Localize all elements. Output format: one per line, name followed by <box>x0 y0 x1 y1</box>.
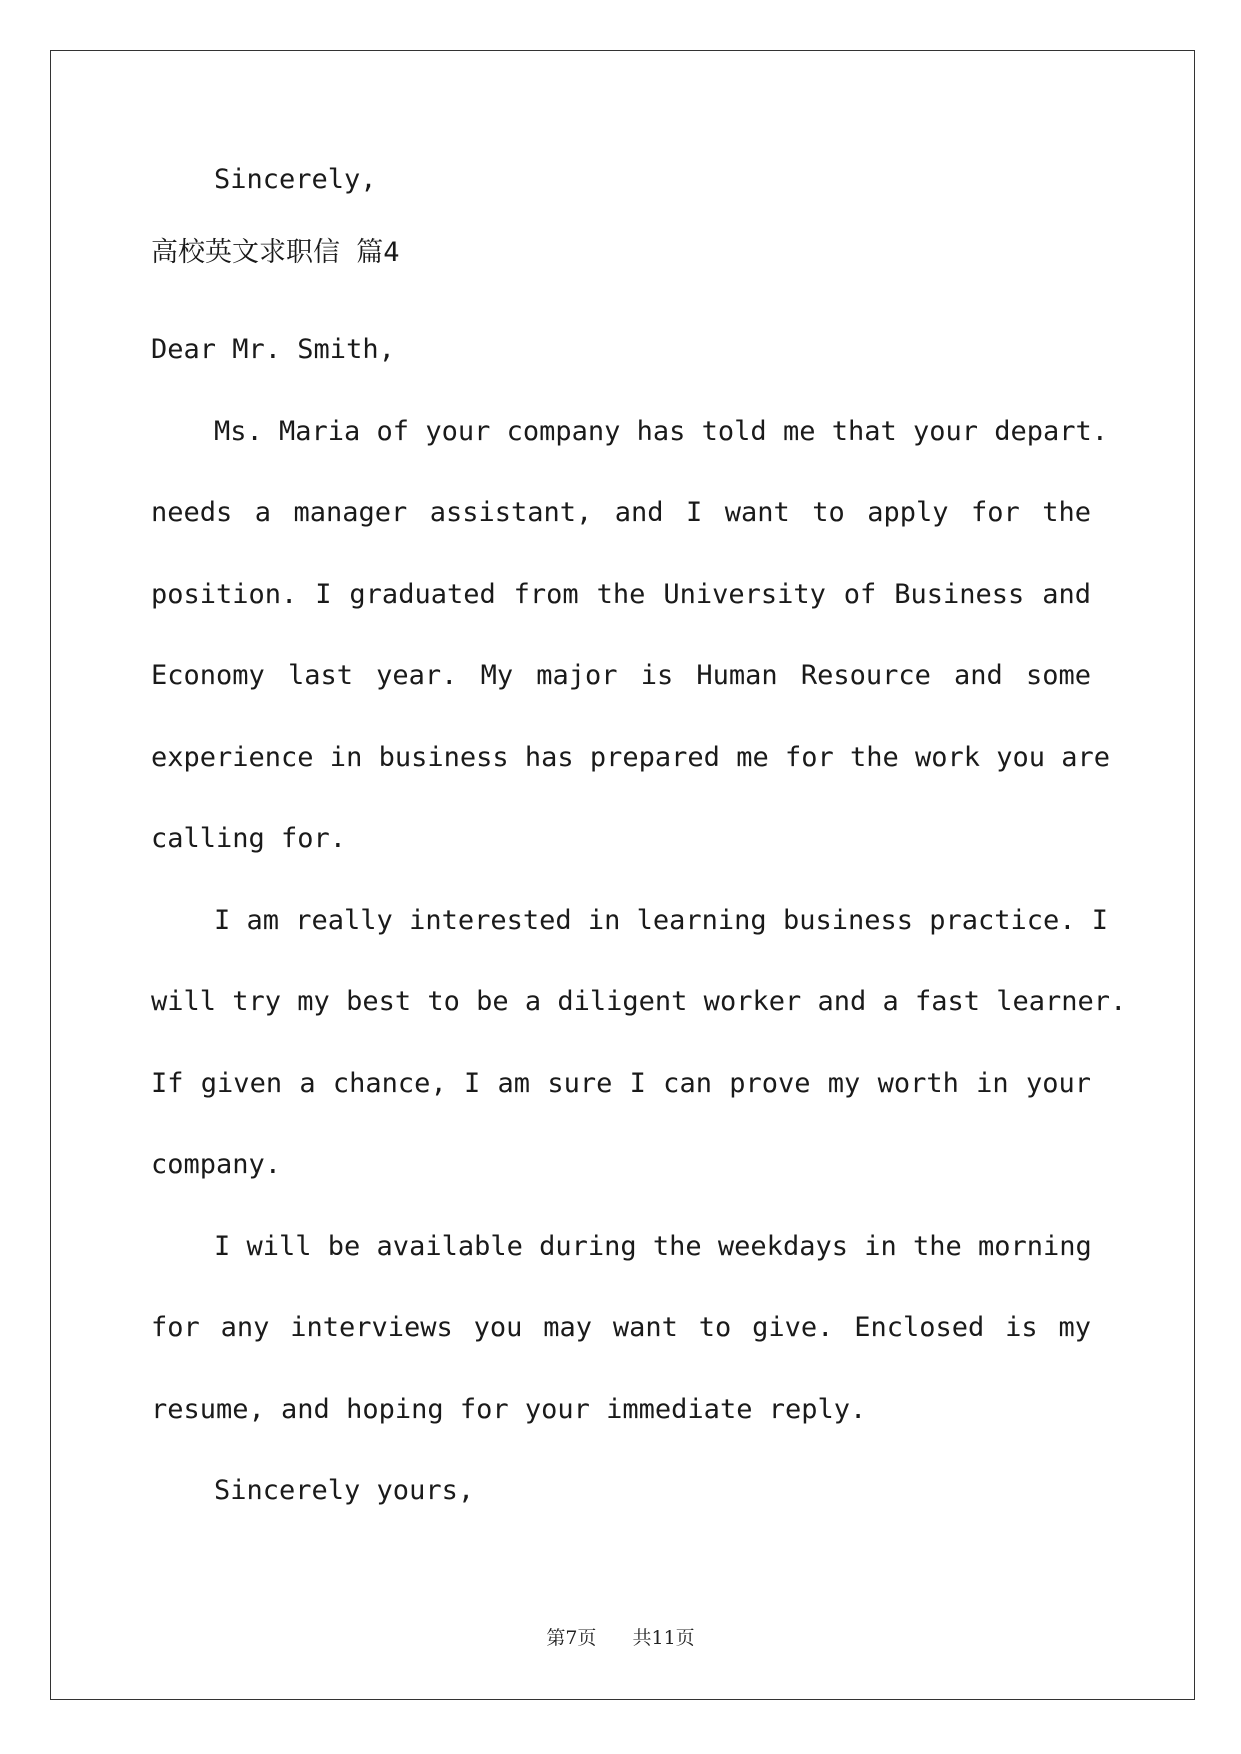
section-heading: 高校英文求职信 篇4 <box>151 237 400 268</box>
paragraph-line: I will be available during the weekdays in the morning <box>214 1230 1092 1262</box>
paragraph-line: will try my best to be a diligent worker and a fast learner. <box>151 986 1127 1017</box>
page-total: 共11页 <box>632 1627 695 1649</box>
paragraph-line: position. I graduated from the University of Business and <box>151 578 1091 610</box>
paragraph-line: If given a chance, I am sure I can prove my worth in your <box>151 1067 1091 1099</box>
paragraph-line: calling for. <box>151 823 347 854</box>
document-body <box>151 160 1127 1553</box>
page-number: 第7页 <box>546 1627 597 1649</box>
paragraph-line: for any interviews you may want to give. Enclosed is my <box>151 1312 1091 1343</box>
paragraph-line: I am really interested in learning business practice. I <box>214 904 1109 936</box>
paragraph-line: company. <box>151 1149 282 1180</box>
paragraph-1 <box>151 412 1111 901</box>
letter-closing: Sincerely yours, <box>214 1475 475 1506</box>
salutation: Dear Mr. Smith, <box>151 334 395 365</box>
paragraph-line: Ms. Maria of your company has told me that your depart. <box>214 415 1109 447</box>
paragraph-3 <box>151 1227 1091 1472</box>
previous-letter-closing: Sincerely, <box>214 164 377 195</box>
paragraph-2 <box>151 901 1127 1227</box>
paragraph-line: experience in business has prepared me for the work you are <box>151 741 1111 773</box>
paragraph-line: Economy last year. My major is Human Resource and some <box>151 660 1091 691</box>
paragraph-line: resume, and hoping for your immediate reply. <box>151 1393 867 1425</box>
page-footer <box>0 1623 1241 1650</box>
paragraph-line: needs a manager assistant, and I want to apply for the <box>151 497 1091 528</box>
